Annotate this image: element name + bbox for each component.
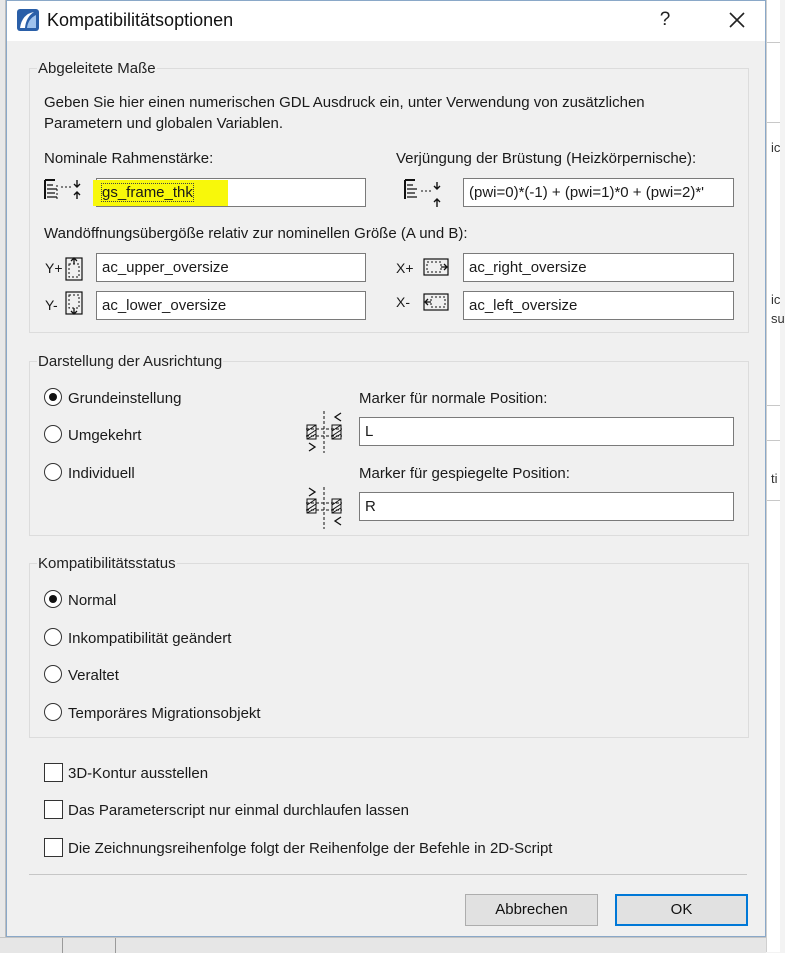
status-option-label[interactable]: Temporäres Migrationsobjekt (68, 705, 261, 722)
checkbox-parameter-script-once[interactable] (44, 800, 63, 819)
normal-marker-input[interactable]: L (359, 417, 734, 446)
background-fragment: ic (771, 140, 781, 155)
right-oversize-prefix: X+ (396, 260, 414, 276)
cancel-button[interactable]: Abbrechen (465, 894, 598, 926)
status-radio-obsolete[interactable] (44, 665, 62, 683)
lower-oversize-input[interactable]: ac_lower_oversize (96, 291, 366, 320)
background-fragment: ti (771, 471, 778, 486)
right-oversize-input[interactable]: ac_right_oversize (463, 253, 734, 282)
close-icon[interactable] (725, 7, 749, 33)
checkbox-label[interactable]: Das Parameterscript nur einmal durchlaufen lassen (68, 802, 409, 819)
lower-oversize-prefix: Y- (45, 297, 58, 313)
status-radio-normal[interactable] (44, 590, 62, 608)
help-button[interactable]: ? (659, 9, 671, 30)
orientation-option-label[interactable]: Individuell (68, 465, 135, 482)
ok-button[interactable]: OK (615, 894, 748, 926)
derived-dimensions-description-line2: Parametern und globalen Variablen. (44, 115, 284, 132)
opening-oversize-label: Wandöffnungsübergöße relativ zur nominellen Größe (A und B): (44, 225, 468, 242)
orientation-radio-reversed[interactable] (44, 425, 62, 443)
left-oversize-prefix: X- (396, 294, 410, 310)
status-option-label[interactable]: Normal (68, 592, 117, 609)
background-fragment: ic (771, 292, 781, 307)
derived-dimensions-description-line1: Geben Sie hier einen numerischen GDL Ausdruck ein, unter Verwendung von zusätzlichen (44, 94, 645, 111)
parapet-taper-icon (403, 177, 445, 209)
compatibility-options-dialog (6, 0, 766, 937)
lower-oversize-icon (64, 290, 86, 318)
status-option-label[interactable]: Inkompatibilität geändert (68, 630, 232, 647)
archicad-app-icon (17, 9, 39, 31)
footer-divider (29, 874, 747, 875)
normal-marker-label: Marker für normale Position: (359, 390, 548, 407)
checkbox-label[interactable]: 3D-Kontur ausstellen (68, 765, 209, 782)
checkbox-3d-contour[interactable] (44, 763, 63, 782)
compatibility-status-group-label: Kompatibilitätsstatus (38, 555, 176, 572)
upper-oversize-prefix: Y+ (45, 260, 63, 276)
background-window-right (766, 0, 785, 952)
window-title: Kompatibilitätsoptionen (47, 10, 234, 30)
orientation-radio-default[interactable] (44, 388, 62, 406)
checkbox-label[interactable]: Die Zeichnungsreihenfolge folgt der Reihenfolge der Befehle in 2D-Script (68, 840, 553, 857)
orientation-radio-custom[interactable] (44, 463, 62, 481)
upper-oversize-input[interactable]: ac_upper_oversize (96, 253, 366, 282)
left-oversize-icon (422, 292, 450, 314)
checkbox-drawing-order[interactable] (44, 838, 63, 857)
background-window-bottom (0, 937, 766, 953)
nominal-frame-thickness-label: Nominale Rahmenstärke: (44, 150, 214, 167)
frame-thickness-icon (43, 177, 85, 207)
nominal-frame-thickness-value: gs_frame_thk (102, 184, 193, 201)
mirrored-marker-label: Marker für gespiegelte Position: (359, 465, 570, 482)
right-oversize-icon (422, 257, 450, 279)
orientation-option-label[interactable]: Grundeinstellung (68, 390, 182, 407)
status-radio-temporary-migration[interactable] (44, 703, 62, 721)
upper-oversize-icon (64, 254, 86, 282)
left-oversize-input[interactable]: ac_left_oversize (463, 291, 734, 320)
status-option-label[interactable]: Veraltet (68, 667, 119, 684)
radio-selected-dot (49, 393, 57, 401)
title-bar (7, 1, 765, 41)
status-radio-incompatibility-changed[interactable] (44, 628, 62, 646)
nominal-frame-thickness-input[interactable] (96, 178, 366, 207)
orientation-group-label: Darstellung der Ausrichtung (38, 353, 223, 370)
mirrored-marker-input[interactable]: R (359, 492, 734, 521)
orientation-option-label[interactable]: Umgekehrt (68, 427, 142, 444)
mirrored-position-marker-icon (304, 485, 346, 531)
background-fragment: su (771, 311, 785, 326)
derived-dimensions-group-label: Abgeleitete Maße (38, 60, 156, 77)
parapet-taper-label: Verjüngung der Brüstung (Heizkörpernische): (396, 150, 697, 167)
parapet-taper-input[interactable]: (pwi=0)*(-1) + (pwi=1)*0 + (pwi=2)*' (463, 178, 734, 207)
normal-position-marker-icon (304, 409, 346, 455)
radio-selected-dot (49, 595, 57, 603)
